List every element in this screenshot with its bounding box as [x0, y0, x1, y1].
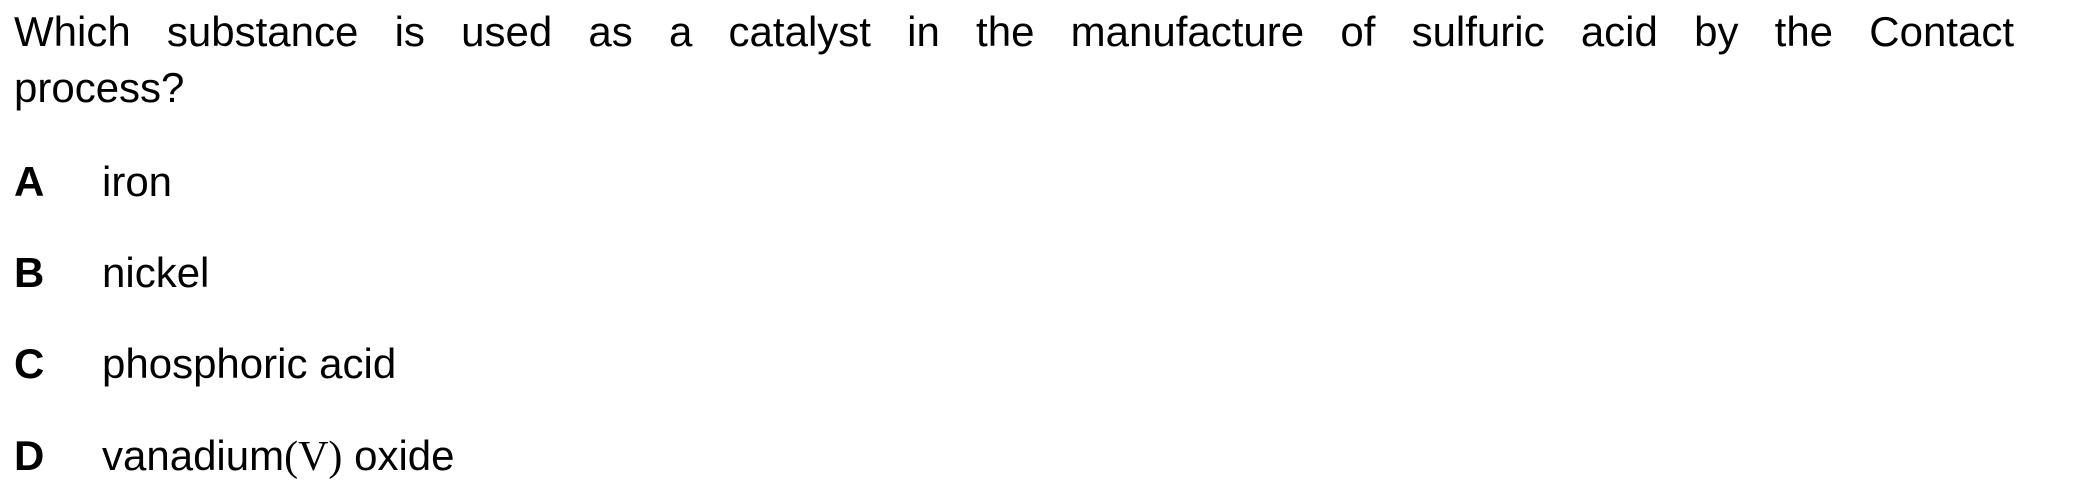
answer-option-a	[14, 154, 172, 210]
answer-option-d	[14, 428, 455, 485]
option-letter: C	[14, 340, 45, 387]
question-stem	[14, 4, 2014, 116]
answer-option-b	[14, 245, 209, 301]
option-text: iron	[102, 158, 173, 205]
answer-option-c	[14, 336, 396, 392]
option-text-suffix: oxide	[342, 432, 455, 479]
option-letter: A	[14, 158, 45, 205]
question-line-1: Which substance is used as a catalyst in the manufacture of sulfuric acid by the Contact	[14, 8, 2014, 55]
option-text: phosphoric acid	[102, 340, 397, 387]
question-line-2: process?	[14, 64, 185, 111]
option-text-prefix: vanadium	[102, 432, 285, 479]
oxidation-state: (V)	[284, 434, 343, 480]
option-letter: D	[14, 432, 45, 479]
option-letter: B	[14, 249, 45, 296]
option-text: nickel	[102, 249, 210, 296]
option-text	[102, 428, 455, 485]
